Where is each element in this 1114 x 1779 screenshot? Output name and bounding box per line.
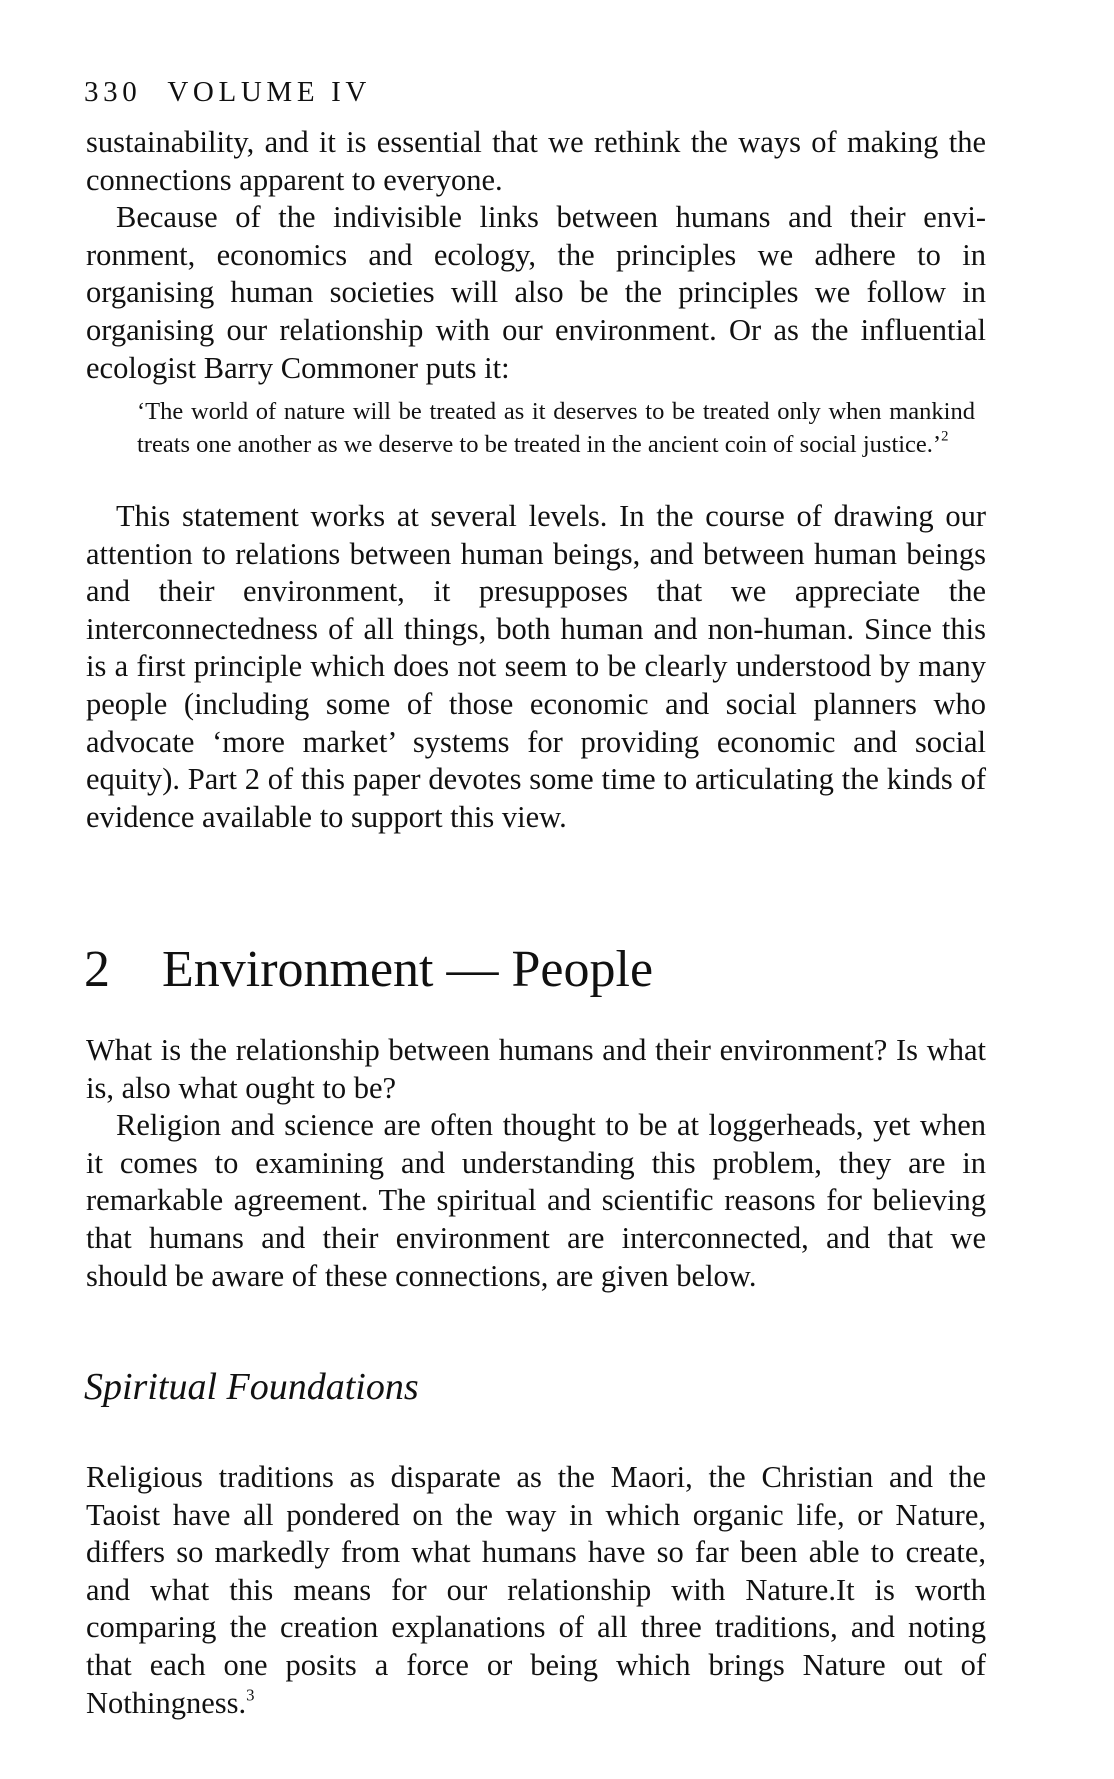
running-head (84, 76, 371, 109)
subsection-heading: Spiritual Foundations (84, 1366, 419, 1408)
body-text-top (86, 124, 986, 387)
section-heading (84, 940, 653, 999)
footnote-marker: 2 (941, 428, 949, 445)
body-text-section2 (86, 1032, 986, 1295)
paragraph-indivisible-links: Because of the indivisible links between humans and their environment, economics and ecology, the principles we adhere to in organising human societies will also be the principles we follow in organising our relationship with our environment. Or as the influential ecologist Barry Commoner puts it: (86, 200, 986, 385)
section-title: Environment — People (162, 941, 654, 998)
quote-text: ‘The world of nature will be treated as it deserves to be treated only when mankind treats one another as we deserve to be treated in the ancient coin of social justice.’ (137, 398, 975, 459)
paragraph-continuation: sustainability, and it is essential that we rethink the ways of making the connections apparent to everyone. (86, 125, 986, 197)
paragraph-religion-science: Religion and science are often thought to be at loggerheads, yet when it comes to examining and understanding this problem, they are in remarkable agreement. The spiritual and scientific reasons for believing that humans and their environment are interconnected, and that we should be aware of these connections, are given below. (86, 1108, 986, 1293)
section-number: 2 (84, 941, 110, 998)
volume-label: VOLUME IV (167, 76, 371, 108)
paragraph-question: What is the relationship between humans and their environment? Is what is, also what ought to be? (86, 1033, 986, 1105)
body-text-spiritual (86, 1459, 986, 1722)
paragraph-text: Religious traditions as disparate as the Maori, the Christian and the Taoist have all pondered on the way in which organic life, or Nature, differs so markedly from what humans have so far been able to create, and what this means for our relationship with Nature.It is worth comparing the creation explanations of all three traditions, and noting that each one posits a force or being which brings Nature out of Nothingness. (86, 1460, 986, 1720)
page-number: 330 (84, 76, 142, 108)
body-text-middle (86, 498, 986, 836)
block-quote (137, 395, 975, 462)
paragraph-religious-traditions (86, 1459, 986, 1722)
paragraph-statement-levels: This statement works at several levels. In the course of drawing our attention to relations between human beings, and between human beings and their environment, it presupposes that we appreciate the interconnectedness of all things, both human and non-human. Since this is a first principle which does not seem to be clearly understood by many people (including some of those economic and social planners who advocate ‘more market’ systems for providing economic and social equity). Part 2 of this paper devotes some time to articulating the kinds of evidence available to support this view. (86, 499, 986, 834)
footnote-marker: 3 (246, 1684, 255, 1704)
